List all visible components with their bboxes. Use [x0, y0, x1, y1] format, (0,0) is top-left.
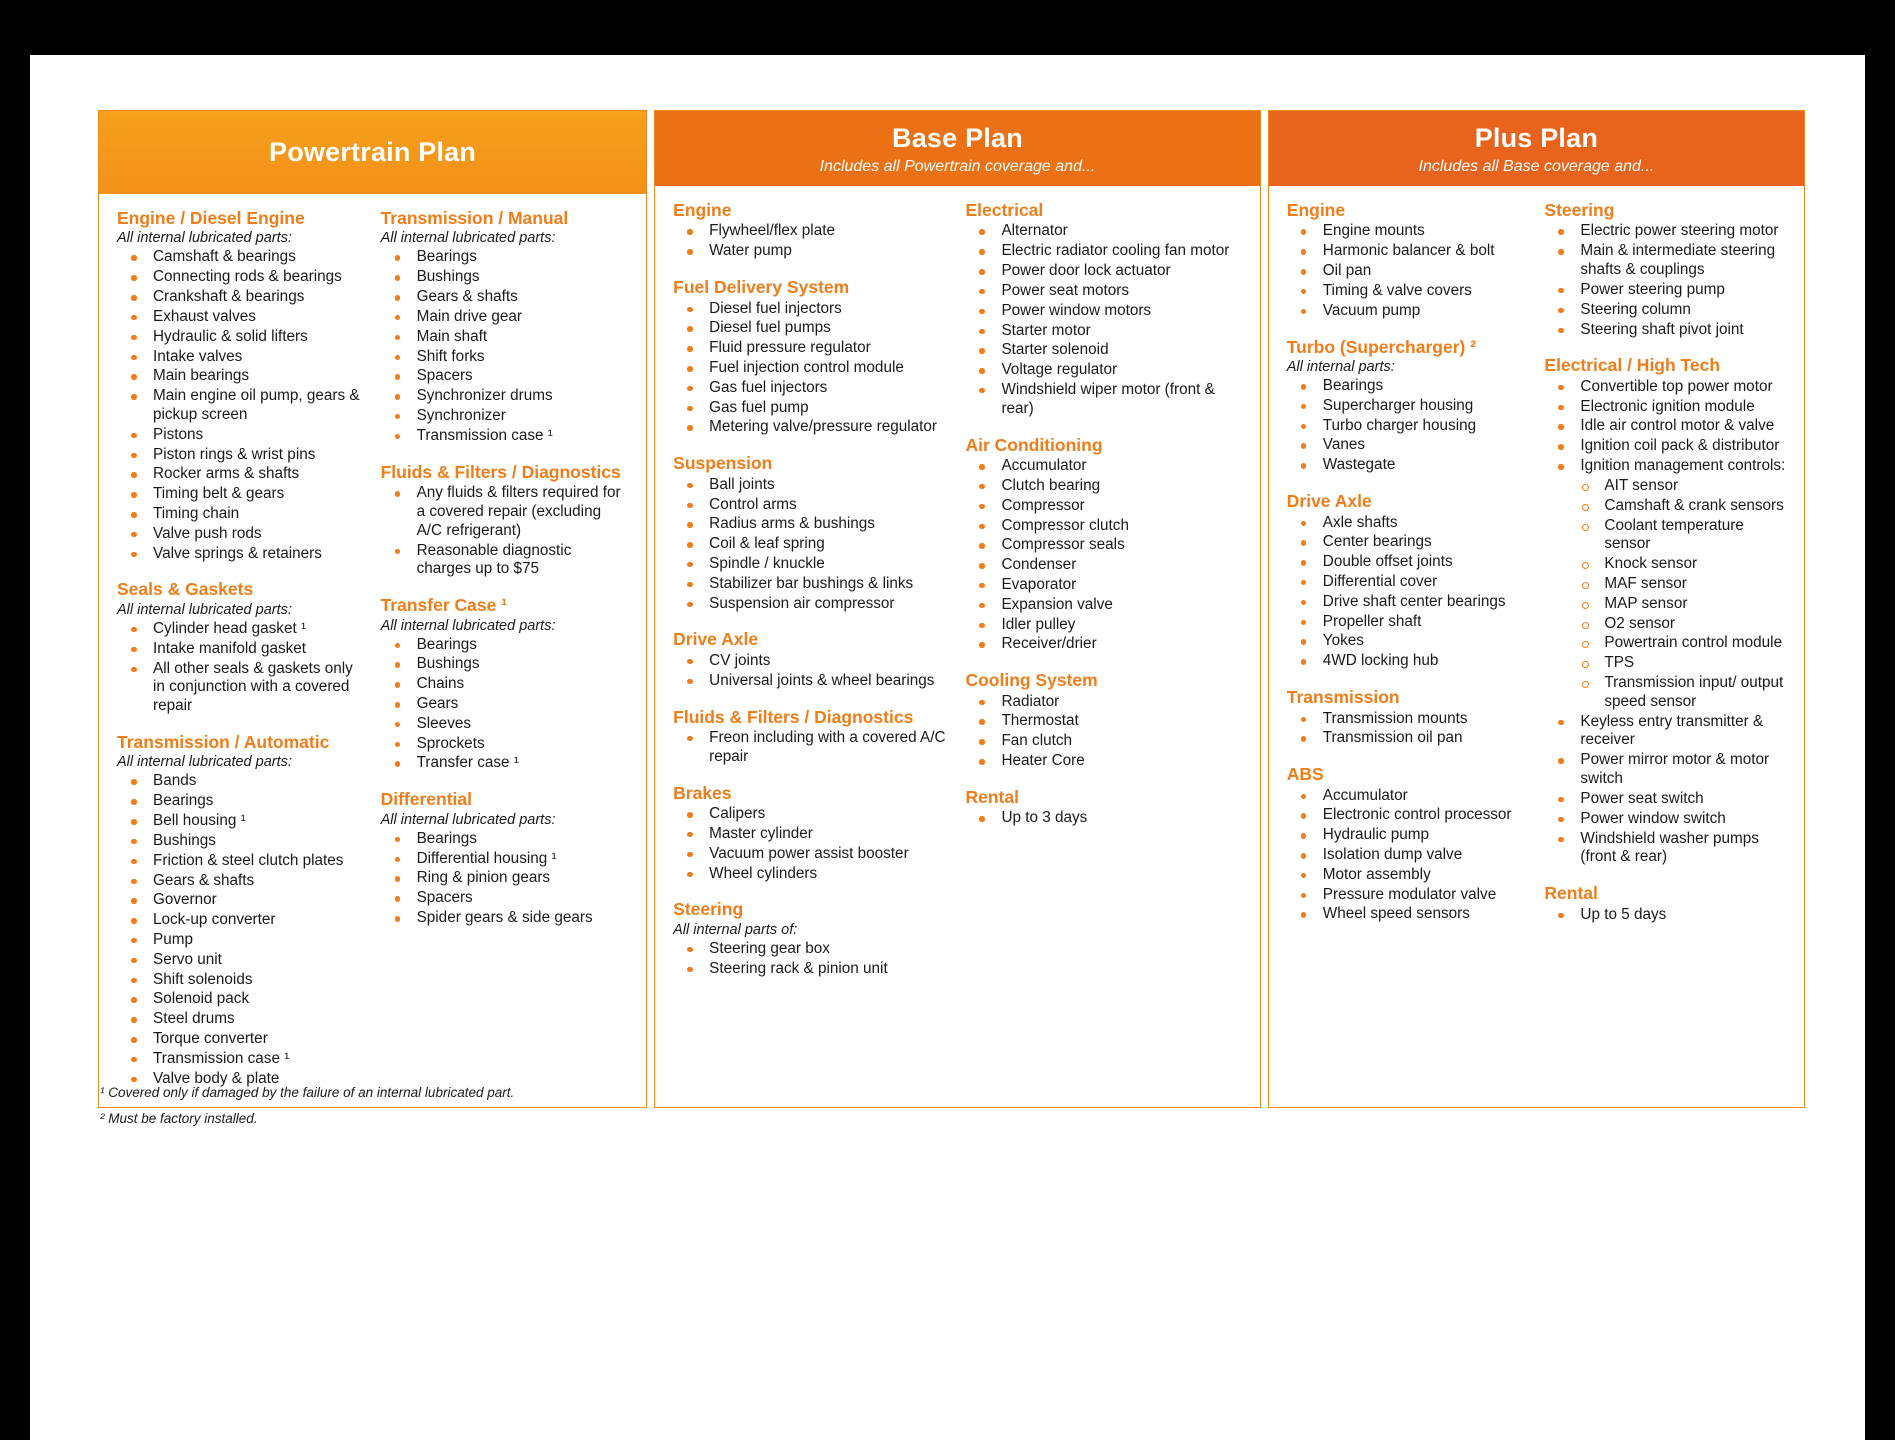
coverage-list — [1544, 222, 1786, 339]
section-title: Electrical — [965, 200, 1044, 220]
section-note: All internal lubricated parts: — [380, 617, 556, 634]
list-item: Steel drums — [117, 1010, 365, 1029]
footnote: ² Must be factory installed. — [100, 1111, 258, 1126]
list-item: Suspension air compressor — [673, 595, 949, 614]
list-item: Bearings — [1287, 377, 1529, 396]
list-item: AIT sensor — [1544, 477, 1786, 496]
section-title: Engine — [673, 200, 732, 220]
list-item: Intake manifold gasket — [117, 640, 365, 659]
list-item: Radius arms & bushings — [673, 515, 949, 534]
coverage-section — [1544, 355, 1786, 867]
section-note: All internal lubricated parts: — [117, 601, 292, 618]
coverage-list — [1287, 222, 1529, 320]
list-item: Calipers — [673, 805, 949, 824]
list-item: Spindle / knuckle — [673, 555, 949, 574]
coverage-list — [965, 809, 1241, 828]
list-item: Water pump — [673, 242, 949, 261]
list-item: Supercharger housing — [1287, 397, 1529, 416]
coverage-list — [117, 620, 365, 716]
list-item: Up to 3 days — [965, 809, 1241, 828]
list-item: Steering column — [1544, 301, 1786, 320]
list-item: Harmonic balancer & bolt — [1287, 242, 1529, 261]
list-item: Fluid pressure regulator — [673, 339, 949, 358]
list-item: Up to 5 days — [1544, 906, 1786, 925]
list-item: Fuel injection control module — [673, 359, 949, 378]
list-item: Pressure modulator valve — [1287, 886, 1529, 905]
plan-title: Plus Plan — [1474, 123, 1599, 153]
list-item: Synchronizer — [381, 407, 629, 426]
list-item: Steering shaft pivot joint — [1544, 321, 1786, 340]
list-item: TPS — [1544, 654, 1786, 673]
section-note: All internal lubricated parts: — [117, 230, 292, 247]
list-item: Governor — [117, 891, 365, 910]
list-item: Ball joints — [673, 476, 949, 495]
list-item: Timing & valve covers — [1287, 282, 1529, 301]
list-item: Steering rack & pinion unit — [673, 960, 949, 979]
coverage-list — [381, 248, 629, 445]
list-item: Synchronizer drums — [381, 387, 629, 406]
section-title: Turbo (Supercharger) ² — [1286, 336, 1477, 357]
list-item: Vacuum power assist booster — [673, 845, 949, 864]
coverage-section — [673, 783, 949, 884]
footnotes — [100, 1085, 514, 1137]
list-item: Power door lock actuator — [965, 262, 1241, 281]
list-item: Fan clutch — [965, 732, 1241, 751]
list-item: Drive shaft center bearings — [1287, 593, 1529, 612]
plan-column — [117, 208, 365, 1089]
section-title: Rental — [1544, 883, 1598, 904]
coverage-list — [673, 652, 949, 691]
list-item: All other seals & gaskets only in conjunction with a covered repair — [117, 660, 365, 716]
section-title: Steering — [673, 899, 744, 920]
list-item: Bearings — [117, 792, 365, 811]
list-item: Transmission input/ output speed sensor — [1544, 674, 1786, 712]
list-item: Shift forks — [381, 348, 629, 367]
list-item: Bands — [117, 772, 365, 791]
coverage-list — [1287, 514, 1529, 672]
list-item: Coil & leaf spring — [673, 535, 949, 554]
list-item: Piston rings & wrist pins — [117, 446, 365, 465]
list-item: Cylinder head gasket ¹ — [117, 620, 365, 639]
list-item: Main & intermediate steering shafts & couplings — [1544, 242, 1786, 280]
list-item: Electric power steering motor — [1544, 222, 1786, 241]
list-item: Reasonable diagnostic charges up to $75 — [381, 542, 629, 580]
list-item: Alternator — [965, 222, 1241, 241]
coverage-section — [965, 670, 1241, 771]
list-item: Starter solenoid — [965, 341, 1241, 360]
coverage-section — [965, 787, 1241, 828]
list-item: Electronic ignition module — [1544, 398, 1786, 417]
coverage-section — [1544, 883, 1786, 924]
list-item: Gas fuel injectors — [673, 379, 949, 398]
coverage-list — [381, 484, 629, 579]
coverage-list — [673, 729, 949, 767]
list-item: Transmission case ¹ — [117, 1050, 365, 1069]
section-title: Transmission / Manual — [380, 208, 569, 228]
coverage-list — [381, 636, 629, 774]
section-title: Rental — [965, 786, 1019, 807]
coverage-list — [1544, 378, 1786, 867]
list-item: Bearings — [381, 248, 629, 267]
plan-header — [1269, 111, 1804, 186]
coverage-section — [673, 453, 949, 613]
coverage-section — [381, 789, 629, 928]
coverage-section — [673, 899, 949, 978]
list-item: Master cylinder — [673, 825, 949, 844]
list-item: Diesel fuel pumps — [673, 319, 949, 338]
list-item: O2 sensor — [1544, 615, 1786, 634]
list-item: Differential cover — [1287, 573, 1529, 592]
coverage-section — [965, 435, 1241, 655]
coverage-section — [965, 200, 1241, 419]
list-item: Windshield wiper motor (front & rear) — [965, 381, 1241, 419]
list-item: Bushings — [381, 655, 629, 674]
list-item: Compressor seals — [965, 536, 1241, 555]
section-title: Engine — [1286, 200, 1346, 220]
coverage-list — [381, 830, 629, 928]
plan-column — [673, 200, 949, 1089]
section-note: All internal lubricated parts: — [380, 811, 556, 828]
list-item: Stabilizer bar bushings & links — [673, 575, 949, 594]
list-item: Shift solenoids — [117, 971, 365, 990]
list-item: Gears & shafts — [381, 288, 629, 307]
section-title: Drive Axle — [1286, 491, 1372, 512]
list-item: Bell housing ¹ — [117, 812, 365, 831]
list-item: Transfer case ¹ — [381, 754, 629, 773]
section-title: Cooling System — [965, 670, 1098, 691]
plan-body — [99, 194, 646, 1107]
plan-column — [1287, 200, 1529, 1089]
list-item: Power window motors — [965, 302, 1241, 321]
list-item: Exhaust valves — [117, 308, 365, 327]
list-item: Torque converter — [117, 1030, 365, 1049]
list-item: Solenoid pack — [117, 990, 365, 1009]
coverage-section — [673, 200, 949, 261]
list-item: Freon including with a covered A/C repair — [673, 729, 949, 767]
plan-subtitle: Includes all Powertrain coverage and... — [819, 158, 1096, 175]
list-item: Spacers — [381, 889, 629, 908]
section-title: Fluids & Filters / Diagnostics — [380, 461, 621, 482]
footnote: ¹ Covered only if damaged by the failure of an internal lubricated part. — [100, 1085, 515, 1100]
list-item: Crankshaft & bearings — [117, 288, 365, 307]
coverage-list — [117, 772, 365, 1088]
list-item: Heater Core — [965, 752, 1241, 771]
coverage-section — [117, 208, 365, 563]
plan-column — [1544, 200, 1786, 1089]
list-item: Oil pan — [1287, 262, 1529, 281]
list-item: Electric radiator cooling fan motor — [965, 242, 1241, 261]
list-item: Rocker arms & shafts — [117, 465, 365, 484]
section-title: Fluids & Filters / Diagnostics — [673, 706, 914, 727]
list-item: Gears & shafts — [117, 872, 365, 891]
list-item: MAF sensor — [1544, 575, 1786, 594]
section-title: Air Conditioning — [965, 434, 1103, 455]
list-item: Propeller shaft — [1287, 613, 1529, 632]
plan-card-powertrain — [98, 110, 647, 1108]
plan-card-plus — [1268, 110, 1805, 1108]
list-item: Knock sensor — [1544, 555, 1786, 574]
coverage-section — [1287, 491, 1529, 671]
coverage-list — [965, 222, 1241, 418]
list-item: Engine mounts — [1287, 222, 1529, 241]
coverage-section — [1287, 337, 1529, 476]
coverage-list — [673, 300, 949, 438]
list-item: Convertible top power motor — [1544, 378, 1786, 397]
list-item: Transmission oil pan — [1287, 729, 1529, 748]
list-item: Power seat motors — [965, 282, 1241, 301]
list-item: Power window switch — [1544, 810, 1786, 829]
list-item: Lock-up converter — [117, 911, 365, 930]
list-item: Spacers — [381, 367, 629, 386]
list-item: Ignition coil pack & distributor — [1544, 437, 1786, 456]
list-item: Connecting rods & bearings — [117, 268, 365, 287]
list-item: Thermostat — [965, 712, 1241, 731]
coverage-section — [1544, 200, 1786, 339]
list-item: MAP sensor — [1544, 595, 1786, 614]
coverage-section — [673, 277, 949, 437]
coverage-list — [965, 693, 1241, 771]
list-item: Main drive gear — [381, 308, 629, 327]
section-title: Electrical / High Tech — [1544, 355, 1721, 376]
coverage-section — [1287, 687, 1529, 748]
coverage-list — [965, 457, 1241, 654]
list-item: Electronic control processor — [1287, 806, 1529, 825]
list-item: Idle air control motor & valve — [1544, 417, 1786, 436]
list-item: Sleeves — [381, 715, 629, 734]
list-item: Bearings — [381, 636, 629, 655]
coverage-section — [1287, 764, 1529, 924]
list-item: Hydraulic pump — [1287, 826, 1529, 845]
list-item: Starter motor — [965, 322, 1241, 341]
section-title: Steering — [1544, 200, 1615, 220]
list-item: Valve body & plate — [117, 1070, 365, 1089]
coverage-list — [117, 248, 365, 563]
list-item: Radiator — [965, 693, 1241, 712]
section-note: All internal lubricated parts: — [380, 230, 556, 247]
list-item: Turbo charger housing — [1287, 417, 1529, 436]
coverage-section — [1287, 200, 1529, 321]
plan-column — [965, 200, 1241, 1089]
coverage-section — [117, 732, 365, 1088]
list-item: Steering gear box — [673, 940, 949, 959]
list-item: Power mirror motor & motor switch — [1544, 751, 1786, 789]
list-item: Motor assembly — [1287, 866, 1529, 885]
list-item: Double offset joints — [1287, 553, 1529, 572]
list-item: Yokes — [1287, 632, 1529, 651]
list-item: Clutch bearing — [965, 477, 1241, 496]
list-item: Keyless entry transmitter & receiver — [1544, 713, 1786, 751]
list-item: Main shaft — [381, 328, 629, 347]
list-item: Timing chain — [117, 505, 365, 524]
section-title: Engine / Diesel Engine — [117, 208, 305, 228]
document-page — [30, 55, 1865, 1440]
coverage-list — [673, 940, 949, 979]
list-item: Wastegate — [1287, 456, 1529, 475]
section-note: All internal parts: — [1286, 359, 1395, 375]
section-title: Transfer Case ¹ — [380, 595, 508, 616]
plan-title: Powertrain Plan — [269, 137, 477, 167]
list-item: Sprockets — [381, 735, 629, 754]
list-item: Compressor — [965, 497, 1241, 516]
list-item: Coolant temperature sensor — [1544, 517, 1786, 555]
section-title: ABS — [1286, 764, 1324, 785]
list-item: Any fluids & filters required for a covered repair (excluding A/C refrigerant) — [381, 484, 629, 540]
plan-header — [99, 111, 646, 194]
section-title: Differential — [380, 789, 472, 810]
list-item: CV joints — [673, 652, 949, 671]
coverage-list — [673, 805, 949, 883]
list-item: Isolation dump valve — [1287, 846, 1529, 865]
list-item: Idler pulley — [965, 616, 1241, 635]
section-title: Suspension — [673, 453, 773, 474]
list-item: Vanes — [1287, 436, 1529, 455]
plan-comparison — [98, 110, 1805, 1108]
section-title: Drive Axle — [673, 629, 759, 650]
section-title: Seals & Gaskets — [117, 579, 254, 600]
list-item: Gears — [381, 695, 629, 714]
coverage-section — [117, 579, 365, 716]
list-item: Chains — [381, 675, 629, 694]
coverage-list — [673, 476, 949, 614]
plan-subtitle: Includes all Base coverage and... — [1418, 158, 1655, 175]
coverage-list — [673, 222, 949, 261]
list-item: Ring & pinion gears — [381, 869, 629, 888]
list-item: Voltage regulator — [965, 361, 1241, 380]
list-item: Camshaft & bearings — [117, 248, 365, 267]
list-item: Valve push rods — [117, 525, 365, 544]
section-note: All internal parts of: — [673, 921, 798, 938]
list-item: Timing belt & gears — [117, 485, 365, 504]
list-item: Receiver/drier — [965, 635, 1241, 654]
list-item: Main engine oil pump, gears & pickup screen — [117, 387, 365, 425]
plan-body — [1269, 186, 1804, 1107]
coverage-section — [381, 595, 629, 773]
coverage-section — [673, 707, 949, 767]
list-item: Flywheel/flex plate — [673, 222, 949, 241]
section-title: Brakes — [673, 782, 732, 803]
list-item: Power steering pump — [1544, 281, 1786, 300]
list-item: Control arms — [673, 496, 949, 515]
plan-body — [655, 186, 1260, 1107]
list-item: Valve springs & retainers — [117, 545, 365, 564]
list-item: Vacuum pump — [1287, 302, 1529, 321]
list-item: Transmission case ¹ — [381, 427, 629, 446]
list-item: Center bearings — [1287, 533, 1529, 552]
list-item: Condenser — [965, 556, 1241, 575]
coverage-section — [673, 629, 949, 690]
list-item: Accumulator — [965, 457, 1241, 476]
list-item: Friction & steel clutch plates — [117, 852, 365, 871]
list-item: Bushings — [381, 268, 629, 287]
list-item: Bearings — [381, 830, 629, 849]
list-item: Accumulator — [1287, 787, 1529, 806]
list-item: Expansion valve — [965, 596, 1241, 615]
coverage-section — [381, 208, 629, 446]
list-item: Evaporator — [965, 576, 1241, 595]
list-item: Wheel cylinders — [673, 865, 949, 884]
list-item: Wheel speed sensors — [1287, 905, 1529, 924]
list-item: Spider gears & side gears — [381, 909, 629, 928]
plan-header — [655, 111, 1260, 186]
list-item: Transmission mounts — [1287, 710, 1529, 729]
coverage-list — [1287, 377, 1529, 475]
list-item: Diesel fuel injectors — [673, 300, 949, 319]
list-item: Gas fuel pump — [673, 399, 949, 418]
list-item: Axle shafts — [1287, 514, 1529, 533]
plan-title: Base Plan — [892, 123, 1023, 153]
coverage-list — [1287, 787, 1529, 925]
coverage-list — [1287, 710, 1529, 749]
list-item: Pump — [117, 931, 365, 950]
list-item: Powertrain control module — [1544, 634, 1786, 653]
list-item: Metering valve/pressure regulator — [673, 418, 949, 437]
list-item: Windshield washer pumps (front & rear) — [1544, 830, 1786, 868]
list-item: Intake valves — [117, 348, 365, 367]
coverage-section — [381, 462, 629, 580]
list-item: Universal joints & wheel bearings — [673, 672, 949, 691]
plan-column — [381, 208, 629, 1089]
list-item: Ignition management controls: — [1544, 457, 1786, 476]
list-item: Differential housing ¹ — [381, 850, 629, 869]
list-item: Compressor clutch — [965, 517, 1241, 536]
section-note: All internal lubricated parts: — [117, 754, 292, 771]
list-item: Main bearings — [117, 367, 365, 386]
list-item: Servo unit — [117, 951, 365, 970]
list-item: Hydraulic & solid lifters — [117, 328, 365, 347]
plan-card-base — [654, 110, 1261, 1108]
list-item: 4WD locking hub — [1287, 652, 1529, 671]
section-title: Fuel Delivery System — [673, 277, 850, 298]
section-title: Transmission — [1286, 687, 1400, 708]
coverage-list — [1544, 906, 1786, 925]
list-item: Camshaft & crank sensors — [1544, 497, 1786, 516]
list-item: Power seat switch — [1544, 790, 1786, 809]
section-title: Transmission / Automatic — [117, 732, 330, 752]
list-item: Bushings — [117, 832, 365, 851]
list-item: Pistons — [117, 426, 365, 445]
